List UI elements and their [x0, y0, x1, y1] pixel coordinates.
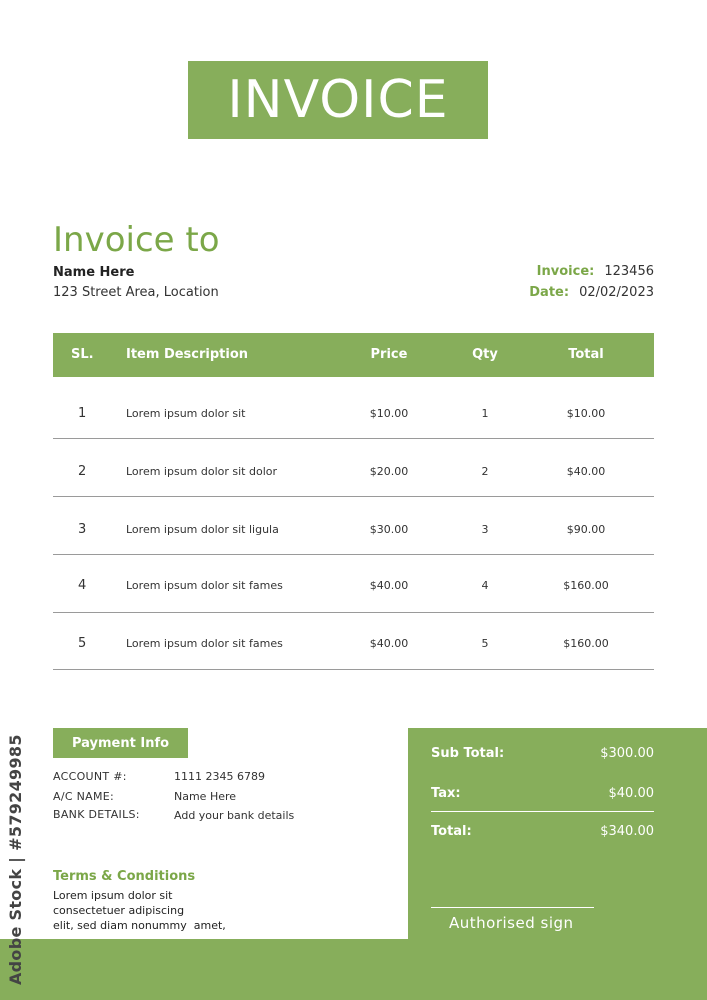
invoice-number-row: [537, 264, 654, 279]
row-qty: 4: [481, 579, 489, 592]
invoice-number-value: 123456: [604, 264, 654, 279]
terms-line: consectetuer adipiscing: [53, 904, 185, 917]
row-description: Lorem ipsum dolor sit ligula: [126, 523, 279, 536]
row-total: $160.00: [563, 637, 609, 650]
table-header: [53, 333, 654, 377]
payment-info-title: Payment Info: [71, 735, 170, 751]
row-sl: 2: [78, 464, 87, 479]
row-description: Lorem ipsum dolor sit dolor: [126, 465, 278, 478]
client-address: 123 Street Area, Location: [53, 285, 219, 300]
total-label: Total:: [431, 824, 472, 839]
column-header-price: Price: [370, 347, 408, 362]
invoice-number-label: Invoice:: [536, 264, 595, 279]
account-label: ACCOUNT #:: [53, 770, 127, 783]
row-sl: 5: [78, 636, 87, 651]
bank-details-value: Add your bank details: [174, 809, 295, 822]
table-row: [53, 613, 654, 670]
row-price: $10.00: [369, 407, 409, 420]
invoice-date-row: [529, 285, 654, 300]
authorised-sign-label: Authorised sign: [449, 914, 574, 932]
account-value: 1111 2345 6789: [174, 770, 265, 783]
terms-line: elit, sed diam nonummy amet,: [53, 919, 226, 932]
ac-name-label: A/C NAME:: [53, 790, 115, 803]
column-header-qty: Qty: [472, 347, 498, 362]
signature-line: [431, 907, 594, 908]
stock-watermark: Adobe Stock | #579249985: [6, 734, 25, 985]
table-row: [53, 382, 654, 439]
table-row: [53, 498, 654, 555]
row-qty: 3: [481, 523, 489, 536]
terms-heading: Terms & Conditions: [53, 869, 196, 884]
row-sl: 3: [78, 522, 87, 537]
row-price: $40.00: [369, 637, 409, 650]
row-total: $160.00: [563, 579, 609, 592]
column-header-description: Item Description: [126, 347, 249, 362]
client-name: Name Here: [53, 265, 135, 280]
row-sl: 1: [78, 406, 87, 421]
terms-body: [53, 888, 253, 933]
row-description: Lorem ipsum dolor sit fames: [126, 637, 283, 650]
ac-name-value: Name Here: [174, 790, 237, 803]
table-row: [53, 440, 654, 497]
row-total: $40.00: [566, 465, 606, 478]
invoice-date-value: 02/02/2023: [579, 285, 654, 300]
tax-value: $40.00: [608, 786, 654, 801]
terms-line: Lorem ipsum dolor sit: [53, 889, 173, 902]
column-header-sl: SL.: [71, 347, 94, 362]
row-total: $10.00: [566, 407, 606, 420]
totals-divider: [431, 811, 654, 812]
invoice-date-label: Date:: [529, 285, 570, 300]
row-price: $20.00: [369, 465, 409, 478]
totals-panel: [408, 728, 707, 1000]
invoice-title: INVOICE: [227, 70, 449, 130]
row-description: Lorem ipsum dolor sit fames: [126, 579, 283, 592]
invoice-to-heading: Invoice to: [53, 220, 220, 260]
row-sl: 4: [78, 578, 87, 593]
invoice-title-box: [188, 61, 488, 139]
row-qty: 2: [481, 465, 489, 478]
total-value: $340.00: [600, 824, 654, 839]
subtotal-value: $300.00: [600, 746, 654, 761]
row-price: $40.00: [369, 579, 409, 592]
row-description: Lorem ipsum dolor sit: [126, 407, 246, 420]
row-qty: 5: [481, 637, 489, 650]
table-row: [53, 556, 654, 613]
tax-label: Tax:: [431, 786, 461, 801]
row-price: $30.00: [369, 523, 409, 536]
payment-info-heading: [53, 728, 188, 758]
column-header-total: Total: [568, 347, 604, 362]
row-qty: 1: [481, 407, 489, 420]
subtotal-label: Sub Total:: [431, 746, 505, 761]
row-total: $90.00: [566, 523, 606, 536]
bank-details-label: BANK DETAILS:: [53, 808, 140, 821]
